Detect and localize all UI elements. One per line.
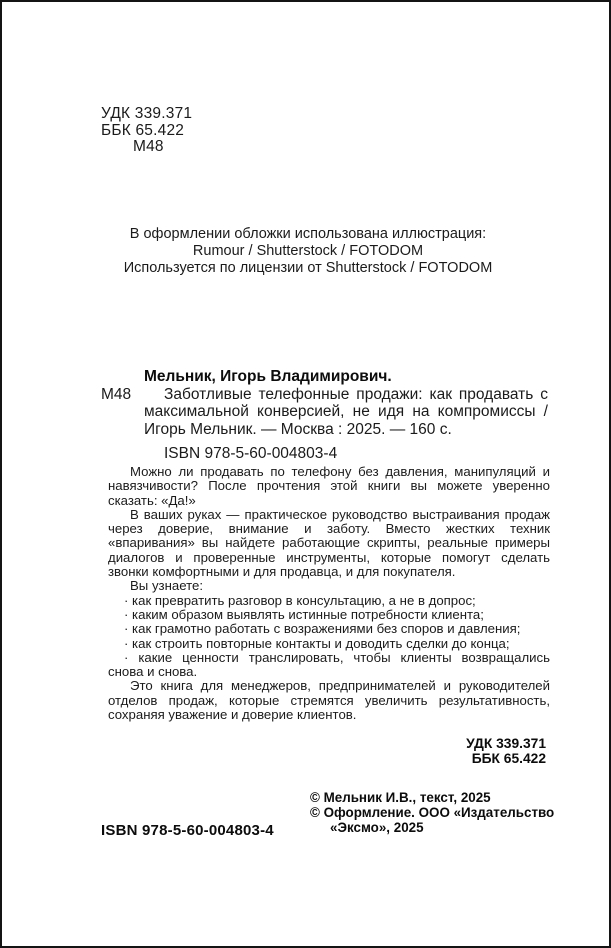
annotation-block [108, 465, 550, 722]
cover-illustration-credit [62, 226, 554, 277]
credit-line-2: Rumour / Shutterstock / FOTODOM [192, 243, 424, 259]
bbk-code: ББК 65.422 [101, 121, 185, 139]
bullet-item: · как превратить разговор в консультацию, а не в допрос; [124, 592, 476, 608]
credit-line-1: В оформлении обложки использована иллюстрация: [129, 226, 487, 242]
isbn-bibliographic: ISBN 978-5-60-004803-4 [164, 445, 338, 462]
bullet-item: · каким образом выявлять истинные потребности клиента; [124, 606, 484, 622]
author-heading: Мельник, Игорь Владимирович. [144, 368, 392, 385]
top-classification-codes [101, 106, 192, 156]
copyright-publisher-line-2: «Эксмо», 2025 [330, 820, 424, 836]
credit-line-3: Используется по лицензии от Shutterstock / FOTODOM [123, 260, 493, 276]
udk-code: УДК 339.371 [101, 105, 193, 122]
bibliographic-description: Заботливые телефонные продажи: как продавать с максимальной конверсией, не идя на компромиссы / Игорь Мельник. — Москва : 2025. — 160 с. [144, 385, 548, 438]
udk-code-bottom: УДК 339.371 [466, 736, 546, 751]
bullet-item: · как строить повторные контакты и доводить сделки до конца; [124, 635, 510, 651]
bullet-item: · как грамотно работать с возражениями без споров и давления; [124, 621, 521, 637]
copyright-author-line: © Мельник И.В., текст, 2025 [310, 790, 491, 805]
annotation-paragraph-3: Это книга для менеджеров, предпринимателей и руководителей отделов продаж, которые стремятся увеличить результативность, сохраняя уважение и доверие клиентов. [108, 678, 550, 723]
bottom-classification-codes [466, 736, 546, 766]
annotation-list-intro: Вы узнаете: [130, 578, 203, 594]
bibliographic-entry [144, 368, 548, 438]
hanging-author-sign: М48 [101, 386, 132, 403]
bullet-item: · какие ценности транслировать, чтобы клиенты возвращались снова и снова. [108, 649, 550, 680]
copyright-publisher-line: © Оформление. ООО «Издательство [310, 805, 555, 821]
annotation-paragraph-2: В ваших руках — практическое руководство выстраивания продаж через доверие, внимание и заботу. Вместо жестких техник «впаривания» вы найдете работающие скрипты, реальные примеры диалогов и проверенные инструменты, которые помогут сделать звонки комфортными и для продавца, и для покупателя. [108, 506, 550, 580]
bbk-code-bottom: ББК 65.422 [471, 751, 546, 767]
author-sign-code: М48 [133, 138, 164, 155]
isbn-bottom: ISBN 978-5-60-004803-4 [101, 822, 274, 839]
copyright-block [310, 790, 554, 836]
annotation-paragraph-1: Можно ли продавать по телефону без давления, манипуляций и навязчивости? После прочтения этой книги вы можете уверенно сказать: «Да!» [108, 464, 550, 508]
